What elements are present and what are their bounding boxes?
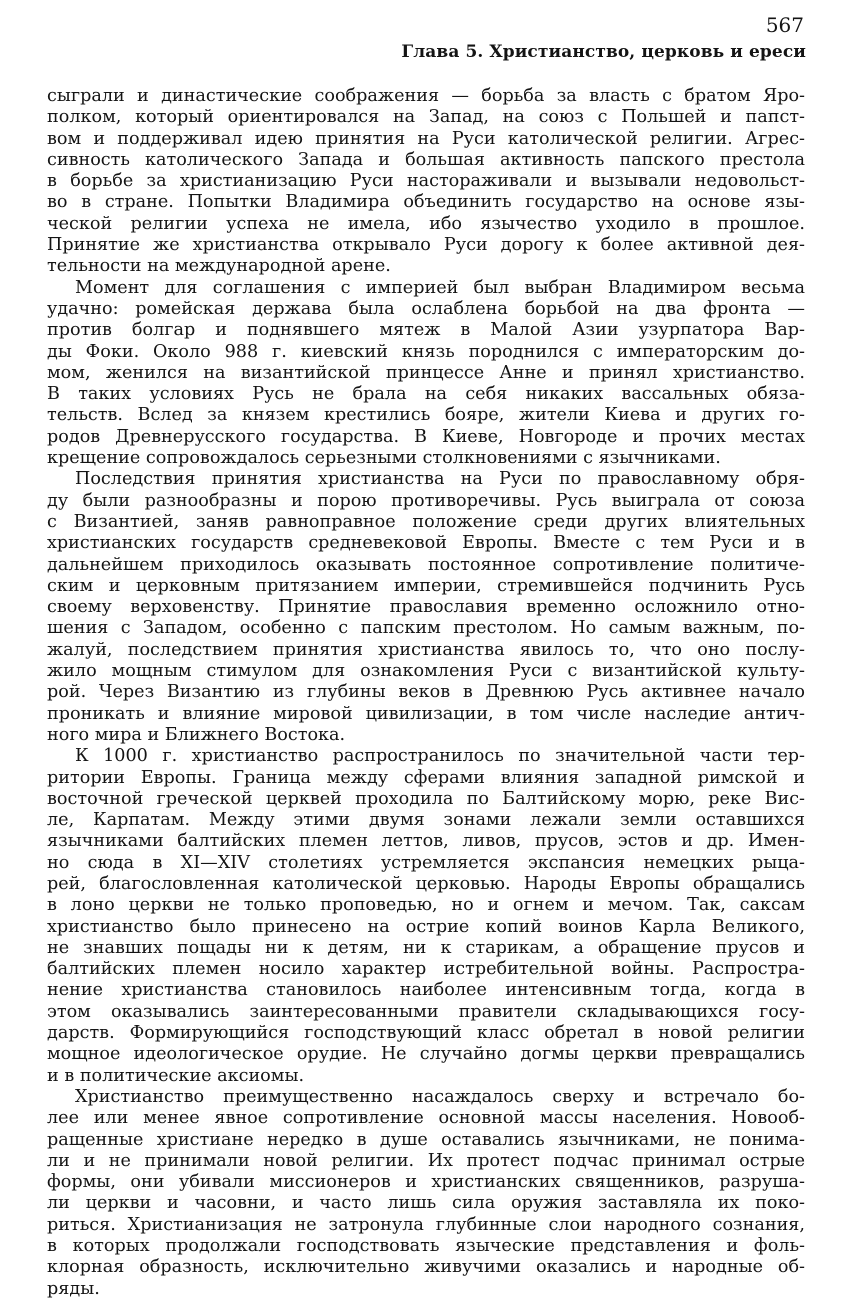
text-line: во в стране. Попытки Владимира объединить государство на основе язы-	[47, 192, 805, 213]
text-line: ческой религии успеха не имела, ибо язычество уходило в прошлое.	[47, 213, 805, 234]
text-line: крещение сопровождалось серьезными столкновениями с язычниками.	[47, 448, 721, 469]
text-line: в лоно церкви не только проповедью, но и огнем и мечом. Так, саксам	[47, 895, 805, 916]
text-line: ды Фоки. Около 988 г. киевский князь породнился с императорским до-	[47, 341, 805, 362]
text-line: мом, женился на византийской принцессе Анне и принял христианство.	[47, 362, 805, 383]
text-line: формы, они убивали миссионеров и христианских священников, разруша-	[47, 1172, 805, 1193]
text-line: христианских государств средневековой Европы. Вместе с тем Руси и в	[47, 533, 805, 554]
text-line: Последствия принятия христианства на Руси по православному обря-	[75, 469, 805, 490]
text-line: с Византией, заняв равноправное положение среди других влиятельных	[47, 511, 805, 532]
text-line: Принятие же христианства открывало Руси дорогу к более активной дея-	[47, 235, 805, 256]
text-line: не знавших пощады ни к детям, ни к старикам, а обращение прусов и	[47, 937, 805, 958]
text-line: рой. Через Византию из глубины веков в Древнюю Русь активнее начало	[47, 682, 805, 703]
text-line: ращенные христиане нередко в душе оставались язычниками, не понима-	[47, 1129, 805, 1150]
text-line: В таких условиях Русь не брала на себя никаких вассальных обяза-	[47, 384, 805, 405]
text-line: нение христианства становилось наиболее интенсивным тогда, когда в	[47, 980, 805, 1001]
text-line: дарств. Формирующийся господствующий класс обретал в новой религии	[47, 1023, 805, 1044]
text-line: ли церкви и часовни, и часто лишь сила оружия заставляла их поко-	[47, 1193, 805, 1214]
text-line: ли и не принимали новой религии. Их протест подчас принимал острые	[47, 1150, 805, 1171]
text-line: жило мощным стимулом для ознакомления Руси с византийской культу-	[47, 661, 805, 682]
text-line: полком, который ориентировался на Запад, на союз с Польшей и папст-	[47, 107, 805, 128]
text-line: родов Древнерусского государства. В Киеве, Новгороде и прочих местах	[47, 426, 805, 447]
text-line: вом и поддерживал идею принятия на Руси католической религии. Агрес-	[47, 128, 805, 149]
text-line: жалуй, последствием принятия христианства явилось то, что оно послу-	[47, 639, 805, 660]
running-head: Глава 5. Христианство, церковь и ереси	[401, 42, 806, 62]
text-line: мощное идеологическое орудие. Не случайно догмы церкви превращались	[47, 1044, 805, 1065]
text-line: восточной греческой церквей проходила по Балтийскому морю, реке Вис-	[47, 788, 805, 809]
text-line: и в политические аксиомы.	[47, 1065, 305, 1086]
text-line: Момент для соглашения с империей был выбран Владимиром весьма	[75, 277, 805, 298]
text-line: христианство было принесено на острие копий воинов Карла Великого,	[47, 916, 805, 937]
text-line: тельств. Вслед за князем крестились бояре, жители Киева и других го-	[47, 405, 805, 426]
text-line: ду были разнообразны и порою противоречивы. Русь выиграла от союза	[47, 490, 805, 511]
body-text	[47, 86, 805, 1300]
text-line: дальнейшем приходилось оказывать постоянное сопротивление политиче-	[47, 554, 805, 575]
text-line: ритории Европы. Граница между сферами влияния западной римской и	[47, 767, 805, 788]
paragraph	[47, 278, 805, 470]
text-line: но сюда в XI—XIV столетиях устремляется экспансия немецких рыца-	[47, 852, 805, 873]
text-line: рей, благословленная католической церковью. Народы Европы обращались	[47, 873, 805, 894]
text-line: тельности на международной арене.	[47, 256, 391, 277]
paragraph	[47, 1087, 805, 1300]
text-line: балтийских племен носило характер истребительной войны. Распростра-	[47, 959, 805, 980]
text-line: ским и церковным притязанием империи, стремившейся подчинить Русь	[47, 575, 805, 596]
text-line: ряды.	[47, 1278, 100, 1299]
text-line: риться. Христианизация не затронула глубинные слои народного сознания,	[47, 1214, 805, 1235]
text-line: сыграли и династические соображения — борьба за власть с братом Яро-	[47, 86, 805, 106]
text-line: своему верховенству. Принятие православия временно осложнило отно-	[47, 597, 805, 618]
text-line: К 1000 г. христианство распространилось по значительной части тер-	[75, 746, 805, 767]
text-line: в борьбе за христианизацию Руси настораживали и вызывали недовольст-	[47, 171, 805, 192]
paragraph	[47, 86, 805, 278]
text-line: Христианство преимущественно насаждалось сверху и встречало бо-	[75, 1086, 805, 1107]
paragraph	[47, 469, 805, 746]
text-line: язычниками балтийских племен леттов, ливов, прусов, эстов и др. Имен-	[47, 831, 805, 852]
text-line: лее или менее явное сопротивление основной массы населения. Новооб-	[47, 1108, 805, 1129]
text-line: проникать и влияние мировой цивилизации, в том числе наследие антич-	[47, 703, 805, 724]
text-line: клорная образность, исключительно живучими оказались и народные об-	[47, 1257, 805, 1278]
text-line: ле, Карпатам. Между этими двумя зонами лежали земли оставшихся	[47, 810, 805, 831]
text-line: против болгар и поднявшего мятеж в Малой Азии узурпатора Вар-	[47, 320, 805, 341]
text-line: в которых продолжали господствовать языческие представления и фоль-	[47, 1236, 805, 1257]
page-number: 567	[765, 13, 804, 37]
text-line: шения с Западом, особенно с папским престолом. Но самым важным, по-	[47, 618, 805, 639]
text-line: этом оказывались заинтересованными правители складывающихся госу-	[47, 1001, 805, 1022]
paragraph	[47, 746, 805, 1087]
text-line: ного мира и Ближнего Востока.	[47, 724, 346, 745]
text-line: удачно: ромейская держава была ослаблена борьбой на два фронта —	[47, 298, 805, 319]
text-line: сивность католического Запада и большая активность папского престола	[47, 149, 805, 170]
